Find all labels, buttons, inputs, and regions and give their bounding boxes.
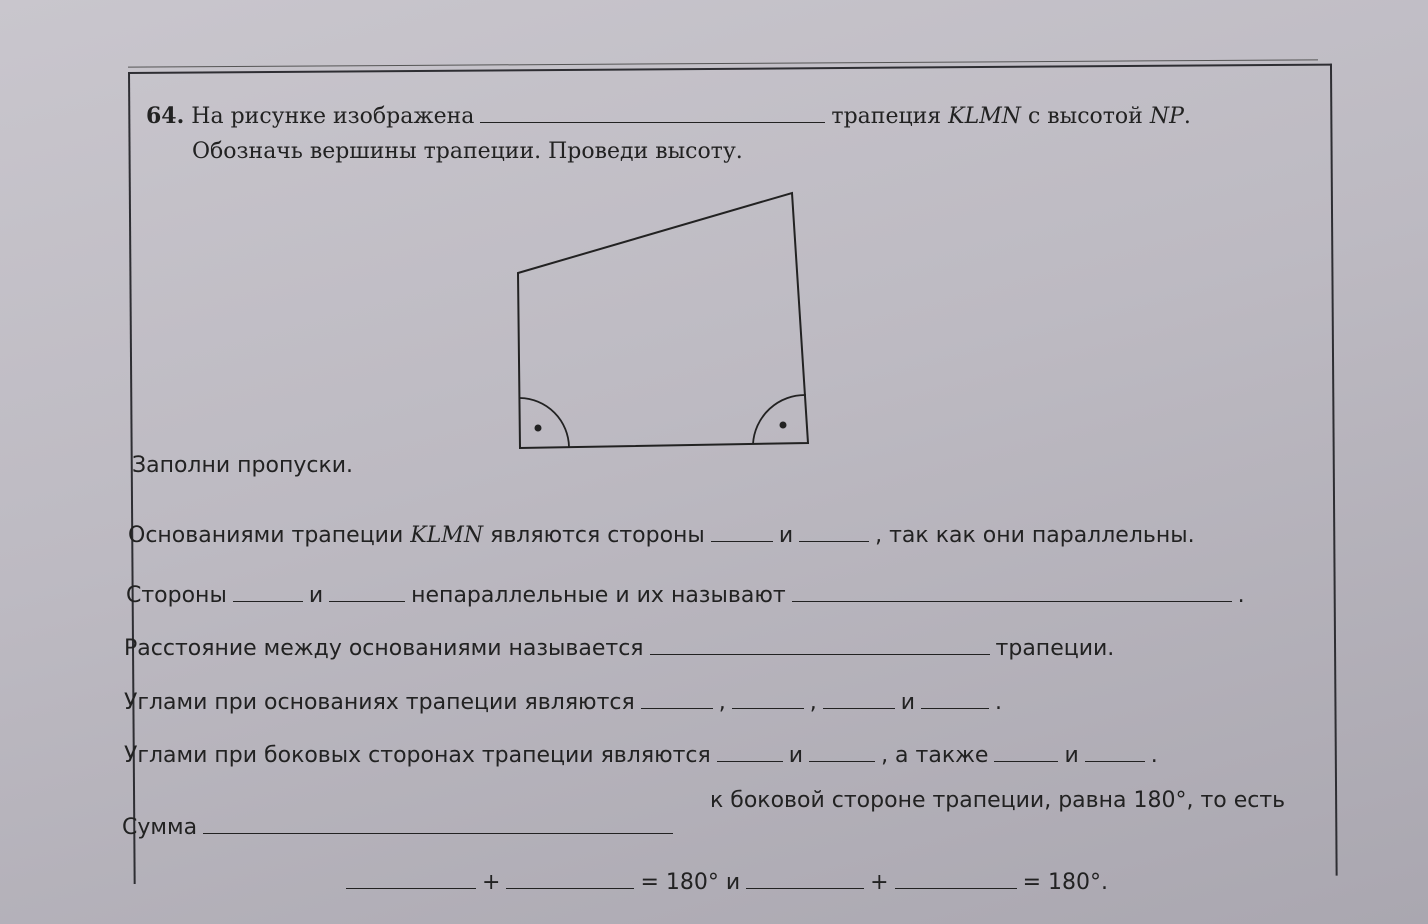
eq1-plus: + bbox=[482, 870, 501, 895]
sum-equations bbox=[340, 870, 1108, 895]
fill-heading: Заполни пропуски. bbox=[132, 453, 354, 478]
s6-text-a: Сумма bbox=[122, 815, 198, 840]
blank-base-angle-1[interactable] bbox=[641, 690, 713, 709]
blank-base-1[interactable] bbox=[711, 523, 773, 542]
right-angle-dot-right bbox=[780, 422, 787, 429]
right-angle-arc-left bbox=[520, 398, 569, 447]
task-number: 64. bbox=[146, 103, 185, 129]
blank-leg-2[interactable] bbox=[329, 583, 405, 602]
blank-leg-1[interactable] bbox=[233, 583, 303, 602]
s5-text-a: Углами при боковых сторонах трапеции являются bbox=[124, 743, 711, 768]
s2-and: и bbox=[308, 583, 324, 608]
sentence-sum-part-b: к боковой стороне трапеции, равна 180°, то есть bbox=[710, 788, 1286, 813]
sentence-base-angles bbox=[124, 690, 1002, 715]
blank-base-angle-4[interactable] bbox=[921, 690, 989, 709]
s4-and: и bbox=[900, 690, 916, 715]
blank-leg-angle-4[interactable] bbox=[1085, 743, 1145, 762]
s2-text-a: Стороны bbox=[126, 583, 227, 608]
blank-leg-angle-3[interactable] bbox=[994, 743, 1058, 762]
blank-base-2[interactable] bbox=[799, 523, 869, 542]
task-text-1: На рисунке изображена bbox=[191, 104, 475, 129]
s2-end: . bbox=[1237, 583, 1245, 608]
trapezoid-name: KLMN bbox=[948, 104, 1021, 129]
eq1-result: = 180° bbox=[640, 870, 719, 895]
s1-text-b: являются стороны bbox=[490, 523, 705, 548]
s5-and-1: и bbox=[788, 743, 804, 768]
sentence-sum-part-a bbox=[122, 815, 679, 840]
s4-end: . bbox=[995, 690, 1003, 715]
eq-and: и bbox=[725, 870, 741, 895]
eq2-result: = 180°. bbox=[1022, 870, 1109, 895]
s1-and: и bbox=[778, 523, 794, 548]
blank-eq1-angle-1[interactable] bbox=[346, 870, 476, 889]
task-text-3: с высотой bbox=[1027, 104, 1143, 129]
blank-base-angle-3[interactable] bbox=[823, 690, 895, 709]
s1-text-c: , так как они параллельны. bbox=[875, 523, 1195, 548]
blank-base-angle-2[interactable] bbox=[732, 690, 804, 709]
s4-comma-2: , bbox=[809, 690, 817, 715]
s3-text-b: трапеции. bbox=[995, 636, 1115, 661]
task-line-2: Обозначь вершины трапеции. Проведи высоту. bbox=[192, 139, 743, 164]
sentence-legs bbox=[126, 583, 1245, 608]
s2-text-b: непараллельные и их называют bbox=[411, 583, 786, 608]
s5-text-b: , а также bbox=[881, 743, 989, 768]
blank-leg-angle-1[interactable] bbox=[717, 743, 783, 762]
task-text-end: . bbox=[1183, 104, 1191, 129]
s1-text-a: Основаниями трапеции bbox=[128, 523, 404, 548]
s3-text-a: Расстояние между основаниями называется bbox=[124, 636, 644, 661]
task-text-2: трапеция bbox=[831, 104, 942, 129]
s5-end: . bbox=[1150, 743, 1158, 768]
height-name: NP bbox=[1149, 104, 1184, 129]
blank-leg-name[interactable] bbox=[792, 583, 1232, 602]
sentence-leg-angles bbox=[124, 743, 1158, 768]
right-angle-dot-left bbox=[535, 425, 542, 432]
sentence-bases bbox=[128, 523, 1195, 548]
sentence-height bbox=[124, 636, 1114, 661]
eq2-plus: + bbox=[870, 870, 889, 895]
blank-eq1-angle-2[interactable] bbox=[506, 870, 634, 889]
blank-eq2-angle-1[interactable] bbox=[746, 870, 864, 889]
right-angle-arc-right bbox=[753, 395, 806, 444]
blank-leg-angle-2[interactable] bbox=[809, 743, 875, 762]
blank-eq2-angle-2[interactable] bbox=[895, 870, 1017, 889]
s4-text-a: Углами при основаниях трапеции являются bbox=[124, 690, 635, 715]
blank-sum-angles[interactable] bbox=[203, 815, 673, 834]
s5-and-2: и bbox=[1064, 743, 1079, 768]
s1-trapezoid-name: KLMN bbox=[410, 523, 484, 548]
s4-comma-1: , bbox=[718, 690, 726, 715]
trapezoid-outline bbox=[518, 193, 808, 448]
blank-height[interactable] bbox=[650, 636, 990, 655]
